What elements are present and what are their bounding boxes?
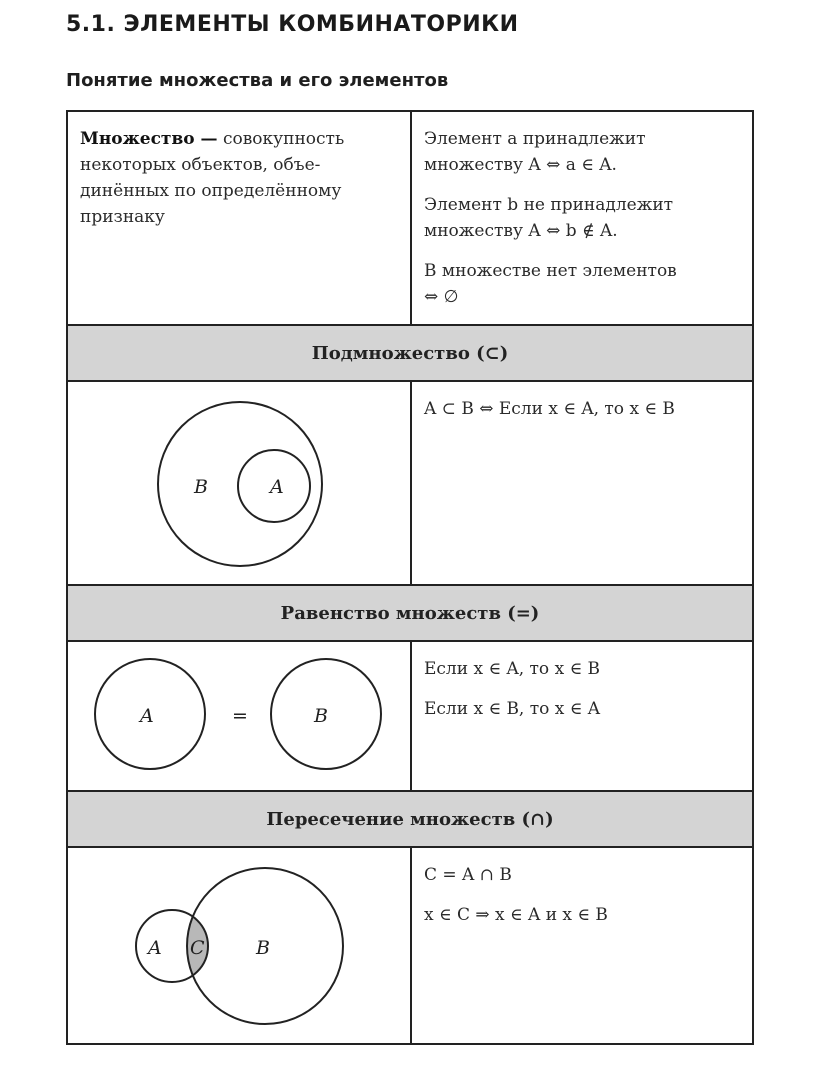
- equality-formula-cell: [424, 656, 600, 722]
- intersection-formula-1: C = A ∩ B: [424, 865, 512, 885]
- equality-right-label: B: [314, 705, 328, 727]
- belongs-line2: множеству A ⇔ a ∈ A.: [424, 155, 617, 175]
- equality-diagram: [68, 642, 410, 790]
- not-belongs-line2: множеству A ⇔ b ∉ A.: [424, 221, 618, 241]
- definition-term: Множество —: [80, 129, 218, 149]
- intersection-overlap-label: C: [190, 937, 205, 959]
- subset-diagram: [68, 382, 410, 584]
- definition-line1: совокупность: [222, 129, 345, 149]
- belongs-line1: Элемент a принадлежит: [424, 129, 646, 149]
- definition-line2: некоторых объектов, объе-: [80, 155, 321, 175]
- subset-header: Подмножество (⊂): [68, 326, 752, 380]
- equality-formula-1: Если x ∈ A, то x ∈ B: [424, 659, 601, 679]
- equality-equals-sign: =: [232, 705, 248, 727]
- membership-cell: [424, 126, 750, 310]
- subset-formula-cell: [424, 396, 675, 422]
- column-divider: [410, 642, 412, 790]
- subset-outer-label: B: [194, 476, 208, 498]
- not-belongs-line1: Элемент b не принадлежит: [424, 195, 674, 215]
- subset-formula: A ⊂ B ⇔ Если x ∈ A, то x ∈ B: [424, 399, 675, 419]
- column-divider: [410, 112, 412, 324]
- intersection-small-label: A: [148, 937, 162, 959]
- equality-left-label: A: [140, 705, 154, 727]
- definition-line3: динённых по определённому: [80, 181, 342, 201]
- subset-outer-circle: [158, 402, 322, 566]
- intersection-formula-cell: [424, 862, 608, 928]
- intersection-header: Пересечение множеств (∩): [68, 792, 752, 846]
- section-title: Понятие множества и его элементов: [66, 70, 449, 91]
- equality-header: Равенство множеств (=): [68, 586, 752, 640]
- intersection-big-label: B: [256, 937, 270, 959]
- chapter-title: 5.1. ЭЛЕМЕНТЫ КОМБИНАТОРИКИ: [66, 12, 519, 37]
- empty-set-line2: ⇔ ∅: [424, 287, 459, 307]
- empty-set-line1: В множестве нет элементов: [424, 261, 677, 281]
- subset-inner-label: A: [270, 476, 284, 498]
- equality-formula-2: Если x ∈ B, то x ∈ A: [424, 699, 601, 719]
- definition-cell: [80, 126, 400, 230]
- intersection-formula-2: x ∈ C ⇒ x ∈ A и x ∈ B: [424, 905, 608, 925]
- column-divider: [410, 382, 412, 584]
- sets-table: [66, 110, 754, 1045]
- intersection-diagram: [68, 848, 410, 1045]
- definition-line4: признаку: [80, 207, 165, 227]
- column-divider: [410, 848, 412, 1043]
